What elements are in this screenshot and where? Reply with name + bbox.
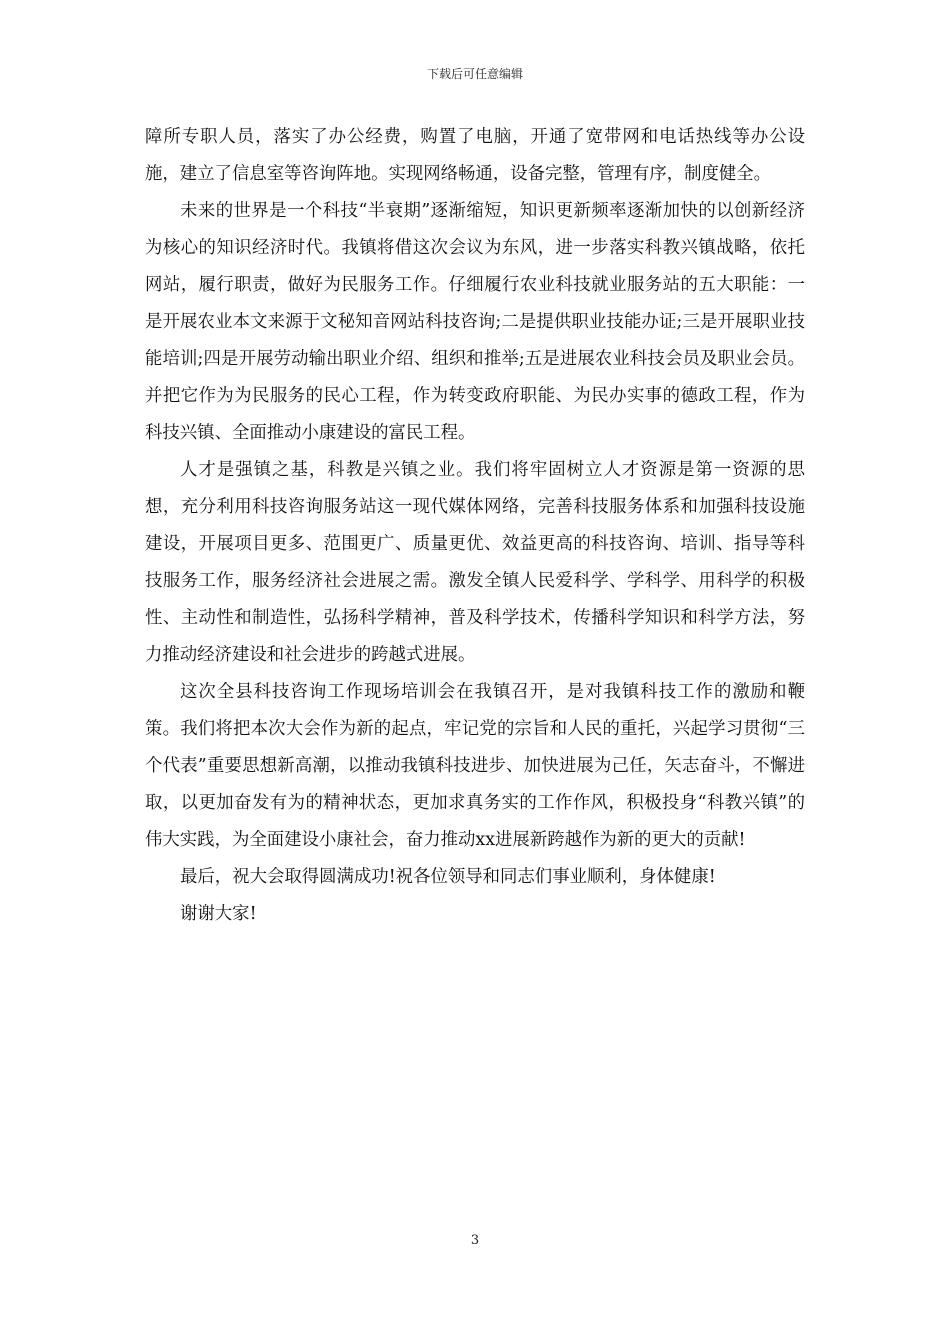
page-header: 下载后可任意编辑 [426, 67, 523, 81]
paragraph-closing-wishes: 最后，祝大会取得圆满成功!祝各位领导和同志们事业顺利，身体健康! [180, 867, 716, 887]
paragraph-thanks: 谢谢大家! [180, 904, 257, 924]
document-body [145, 119, 805, 933]
page-number: 3 [470, 1233, 480, 1248]
paragraph-continuation: 障所专职人员，落实了办公经费，购置了电脑，开通了宽带网和电话热线等办公设施，建立了信息室等咨询阵地。实现网络畅通，设备完整，管理有序，制度健全。 [145, 127, 805, 184]
paragraph-talent: 人才是强镇之基，科教是兴镇之业。我们将牢固树立人才资源是第一资源的思想，充分利用科技咨询服务站这一现代媒体网络，完善科技服务体系和加强科技设施建设，开展项目更多、范围更广、质量更优、效益更高的科技咨询、培训、指导等科技服务工作，服务经济社会进展之需。激发全镇人民爱科学、学科学、用科学的积极性、主动性和制造性，弘扬科学精神，普及科学技术，传播科学知识和科学方法，努力推动经济建设和社会进步的跨越式进展。 [145, 460, 805, 665]
paragraph-future-world: 未来的世界是一个科技“半衰期”逐渐缩短，知识更新频率逐渐加快的以创新经济为核心的知识经济时代。我镇将借这次会议为东风，进一步落实科教兴镇战略，依托网站，履行职责，做好为民服务工作。仔细履行农业科技就业服务站的五大职能：一是开展农业本文来源于文秘知音网站科技咨询;二是提供职业技能办证;三是开展职业技能培训;四是开展劳动输出职业介绍、组织和推举;五是进展农业科技会员及职业会员。并把它作为为民服务的民心工程，作为转变政府职能、为民办实事的德政工程，作为科技兴镇、全面推动小康建设的富民工程。 [145, 201, 805, 443]
paragraph-training-meeting: 这次全县科技咨询工作现场培训会在我镇召开，是对我镇科技工作的激励和鞭策。我们将把本次大会作为新的起点，牢记党的宗旨和人民的重托，兴起学习贯彻“三个代表”重要思想新高潮，以推动我镇科技进步、加快进展为己任，矢志奋斗，不懈进取，以更加奋发有为的精神状态，更加求真务实的工作作风，积极投身“科教兴镇”的伟大实践，为全面建设小康社会，奋力推动xx进展新跨越作为新的更大的贡献! [145, 682, 805, 850]
